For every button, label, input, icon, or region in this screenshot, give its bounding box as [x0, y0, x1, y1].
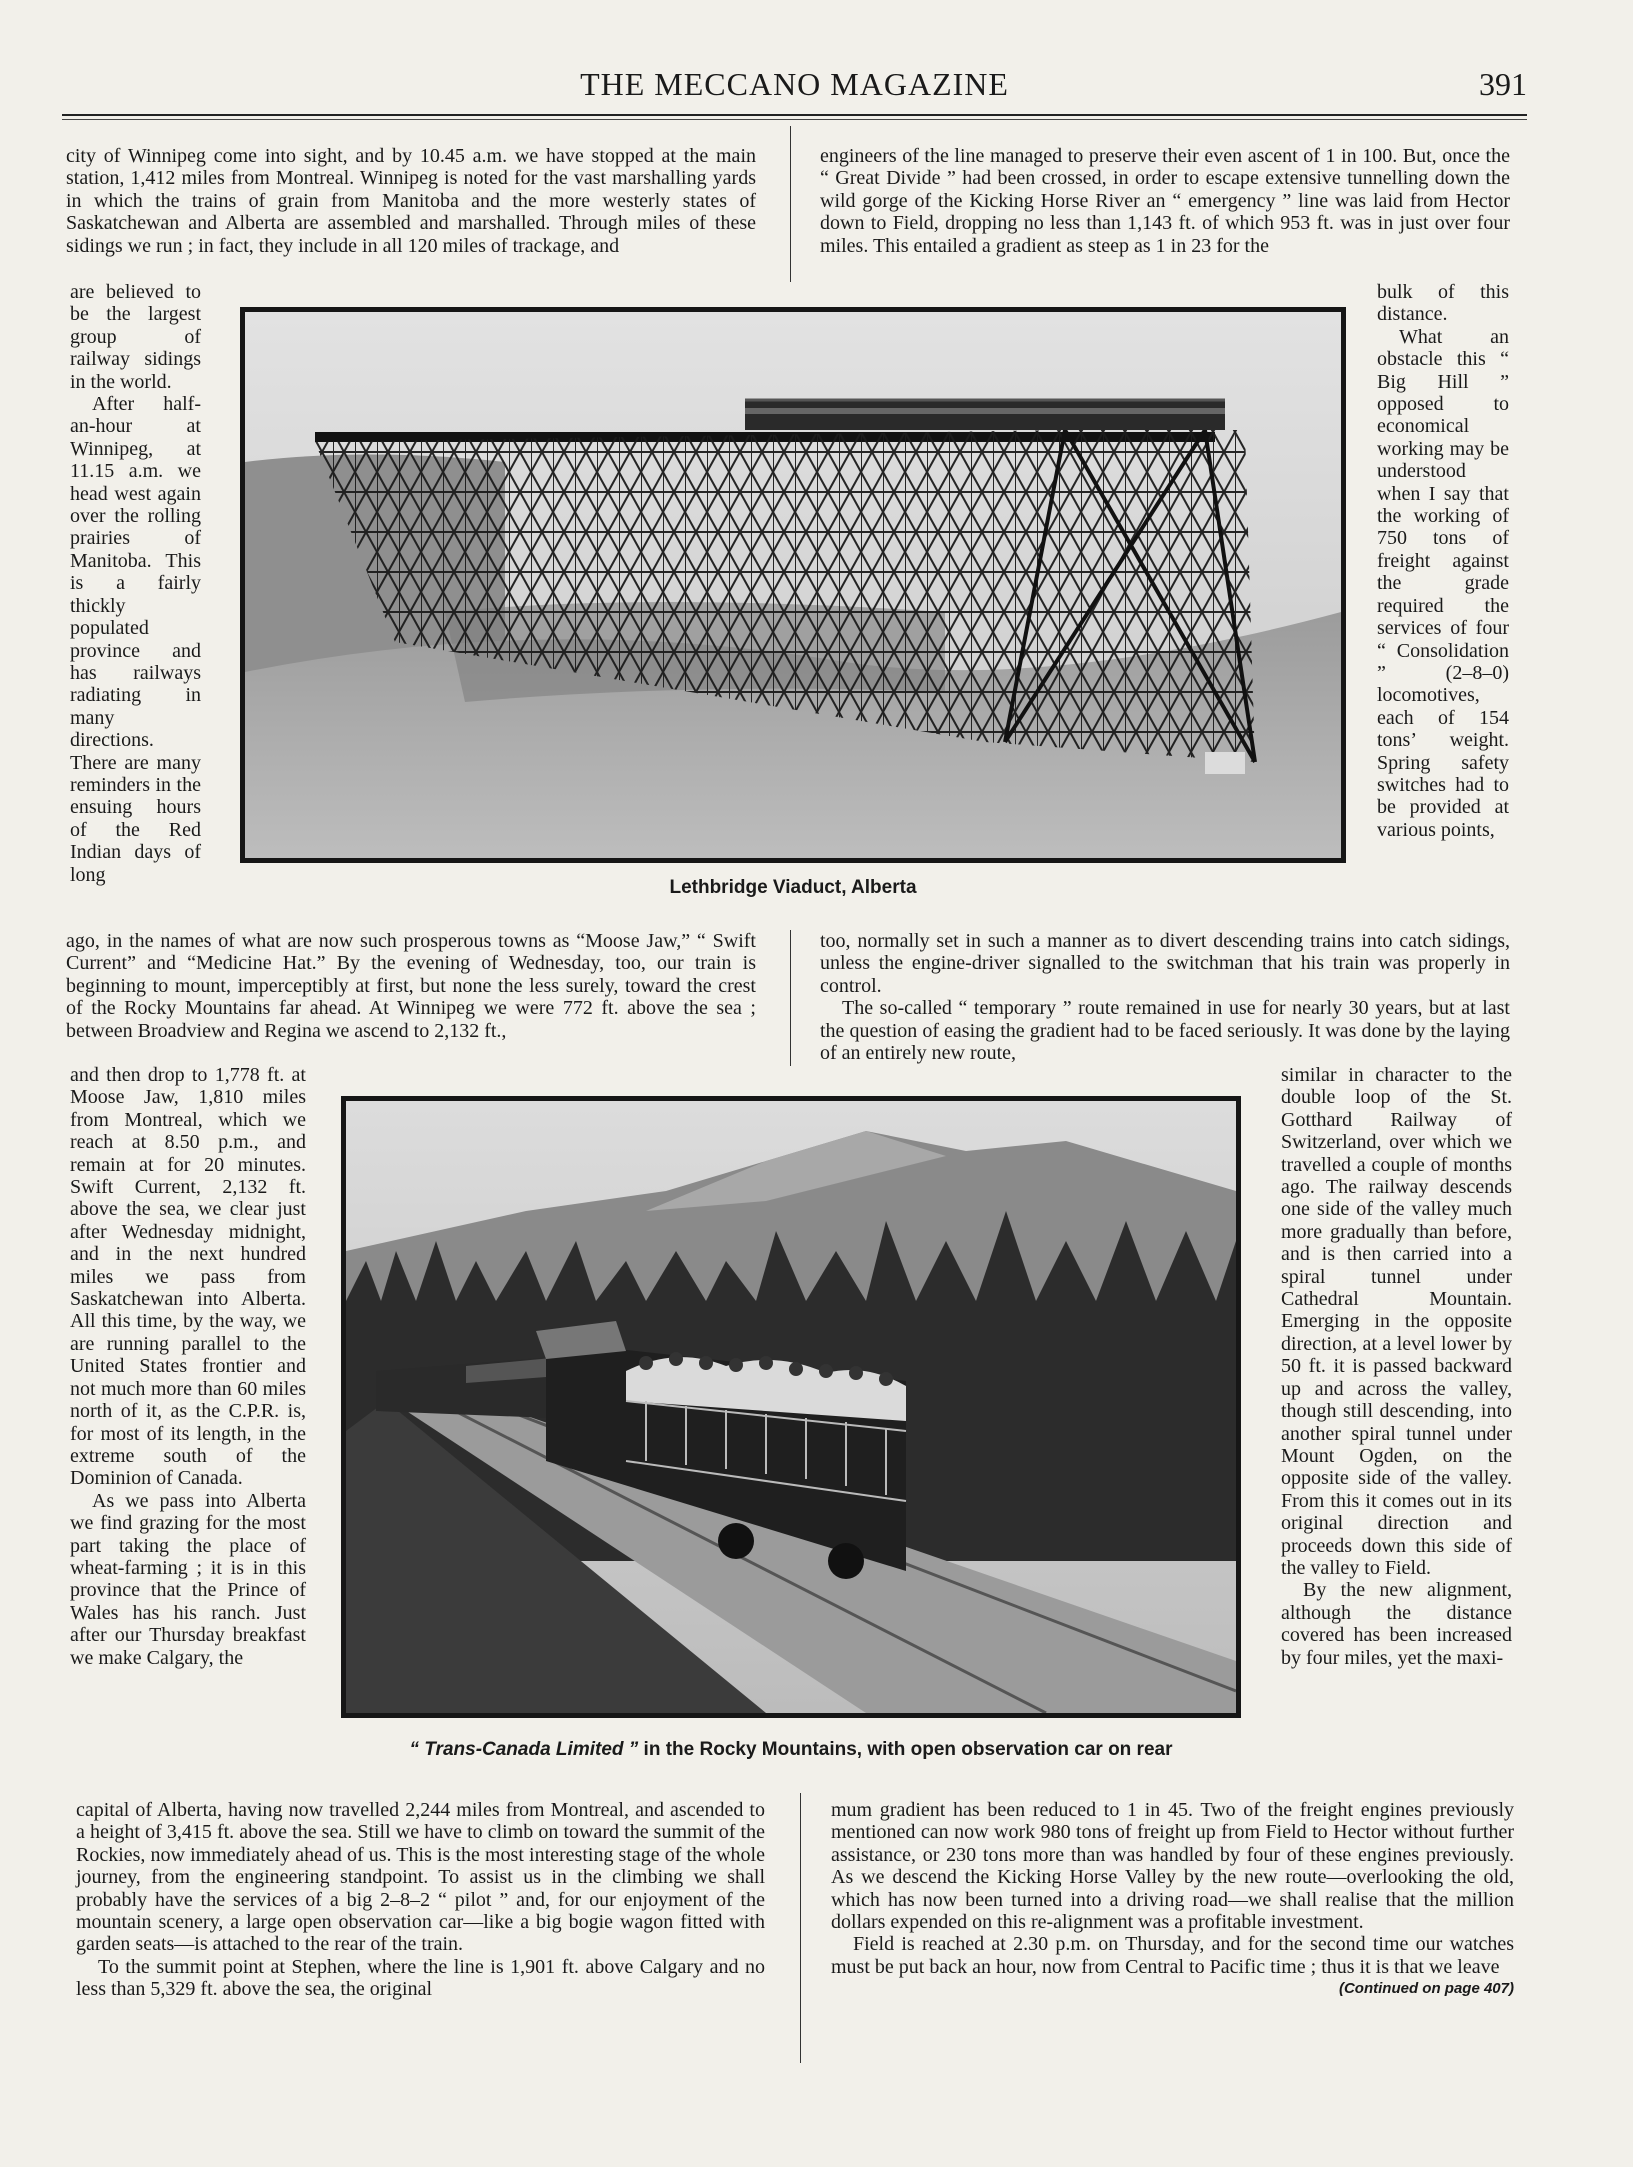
- header-rule: [62, 114, 1527, 116]
- paragraph: ago, in the names of what are now such prosperous towns as “Moose Jaw,” “ Swift Current” and “Medicine Hat.” By the evening of Wednesday, too, our train is beginning to mount, imperceptibly at first, but none the less surely, toward the crest of the Rocky Mountains far ahead. At Winnipeg we were 772 ft. above the sea ; between Broadview and Regina we ascend to 2,132 ft.,: [66, 930, 756, 1042]
- trans-canada-limited-photo: [341, 1096, 1241, 1718]
- header-rule-thin: [62, 119, 1527, 120]
- page-number: 391: [1479, 66, 1527, 102]
- paragraph: city of Winnipeg come into sight, and by 10.45 a.m. we have stopped at the main station, 1,412 miles from Montreal. Winnipeg is noted for the vast marshalling yards in which the trains of grain from Manitoba and the more westerly states of Saskatchewan and Alberta are assembled and marshalled. Through miles of these sidings we run ; in fact, they include in all 120 miles of trackage, and: [66, 145, 756, 257]
- top-right-text: [820, 145, 1510, 257]
- right-narrow-column-1: [1377, 281, 1509, 841]
- middle-right-text: [820, 930, 1510, 1064]
- caption-train-name: “ Trans-Canada Limited ”: [409, 1739, 639, 1760]
- paragraph: are believed to be the largest group of railway sidings in the world.: [70, 281, 201, 393]
- top-left-text: [66, 145, 756, 257]
- bottom-left-text: [76, 1799, 765, 2001]
- continued-note: (Continued on page 407): [1338, 1980, 1514, 1998]
- middle-left-text: [66, 930, 756, 1042]
- paragraph: similar in character to the double loop of the St. Gotthard Railway of Switzerland, over which we travelled a couple of months ago. The railway descends one side of the valley much more gradually than before, and is then carried into a spiral tunnel under Cathedral Mountain. Emerging in the opposite direction, at a level lower by 50 ft. it is passed backward up and across the valley, though still descending, into another spiral tunnel under Mount Ogden, on the opposite side of the valley. From this it comes out in its original direction and proceeds down this side of the valley to Field.: [1281, 1064, 1512, 1579]
- paragraph: As we pass into Alberta we find grazing for the most part taking the place of wheat-farming ; it is in this province that the Prince of Wales has his ranch. Just after our Thursday breakfast we make Calgary, the: [70, 1489, 306, 1669]
- magazine-title: THE MECCANO MAGAZINE: [580, 66, 1009, 102]
- paragraph: To the summit point at Stephen, where the line is 1,901 ft. above Calgary and no less than 5,329 ft. above the sea, the original: [76, 1955, 765, 2001]
- paragraph: engineers of the line managed to preserve their even ascent of 1 in 100. But, once the “ Great Divide ” had been crossed, in order to escape extensive tunnelling down the wild gorge of the Kicking Horse River an “ emergency ” line was laid from Hector down to Field, dropping no less than 1,143 ft. of which 953 ft. was in just over four miles. This entailed a gradient as steep as 1 in 23 for the: [820, 145, 1510, 257]
- paragraph: mum gradient has been reduced to 1 in 45. Two of the freight engines previously mentioned can now work 980 tons of freight up from Field to Hector without further assistance, or 230 tons more than was handled by four of these engines previously. As we descend the Kicking Horse Valley by the new route—overlooking the old, which has now been turned into a driving road—we shall realise that the million dollars expended on this re-alignment was a profitable investment.: [831, 1799, 1514, 1934]
- paragraph: too, normally set in such a manner as to divert descending trains into catch sidings, unless the engine-driver signalled to the switchman that his train was properly in control.: [820, 930, 1510, 997]
- caption-rest: in the Rocky Mountains, with open observation car on rear: [638, 1739, 1173, 1760]
- photo-caption-trans-canada: [341, 1739, 1241, 1761]
- masthead: [62, 62, 1527, 112]
- photo-caption-lethbridge: Lethbridge Viaduct, Alberta: [669, 877, 917, 898]
- paragraph-text: Field is reached at 2.30 p.m. on Thursday, and for the second time our watches must be put back an hour, now from Central to Pacific time ; thus it is that we leave: [831, 1933, 1514, 1978]
- paragraph: capital of Alberta, having now travelled 2,244 miles from Montreal, and ascended to a height of 3,415 ft. above the sea. Still we have to climb on toward the summit of the Rockies, now immediately ahead of us. This is the most interesting stage of the whole journey, from the engineering standpoint. To assist us in the climbing we shall probably have the services of a big 2–8–2 “ pilot ” and, for our enjoyment of the mountain scenery, a large open observation car—like a big bogie wagon fitted with garden seats—is attached to the rear of the train.: [76, 1799, 765, 1956]
- right-narrow-column-2: [1281, 1064, 1512, 1669]
- left-narrow-column-2: [70, 1064, 306, 1669]
- paragraph: bulk of this distance.: [1377, 281, 1509, 326]
- paragraph: What an obstacle this “ Big Hill ” opposed to economical working may be understood when I say that the working of 750 tons of freight against the grade required the services of four “ Consolidation ” (2–8–0) locomotives, each of 154 tons’ weight. Spring safety switches had to be provided at various points,: [1377, 325, 1509, 841]
- paragraph: By the new alignment, although the distance covered has been increased by four miles, yet the maxi-: [1281, 1579, 1512, 1669]
- bottom-right-text: [831, 1799, 1514, 2001]
- paragraph: After half-an-hour at Winnipeg, at 11.15 a.m. we head west again over the rolling prairies of Manitoba. This is a fairly thickly populated province and has railways radiating in many directions. There are many reminders in the ensuing hours of the Red Indian days of long: [70, 393, 201, 886]
- train-illustration: [346, 1101, 1236, 1713]
- paragraph: The so-called “ temporary ” route remained in use for nearly 30 years, but at last the question of easing the gradient had to be faced seriously. It was done by the laying of an entirely new route,: [820, 997, 1510, 1065]
- column-divider-bottom: [800, 1793, 801, 2063]
- paragraph: [831, 1933, 1514, 1998]
- paragraph: and then drop to 1,778 ft. at Moose Jaw, 1,810 miles from Montreal, which we reach at 8.50 p.m., and remain at for 20 minutes. Swift Current, 2,132 ft. above the sea, we clear just after Wednesday midnight, and in the next hundred miles we pass from Saskatchewan into Alberta. All this time, by the way, we are running parallel to the United States frontier and not much more than 60 miles north of it, as the C.P.R. is, for most of its length, in the extreme south of the Dominion of Canada.: [70, 1064, 306, 1490]
- column-divider-top: [790, 126, 791, 282]
- column-divider-middle: [790, 930, 791, 1066]
- lethbridge-viaduct-photo: [240, 307, 1346, 863]
- left-narrow-column-1: [70, 281, 201, 886]
- viaduct-illustration: [245, 312, 1341, 858]
